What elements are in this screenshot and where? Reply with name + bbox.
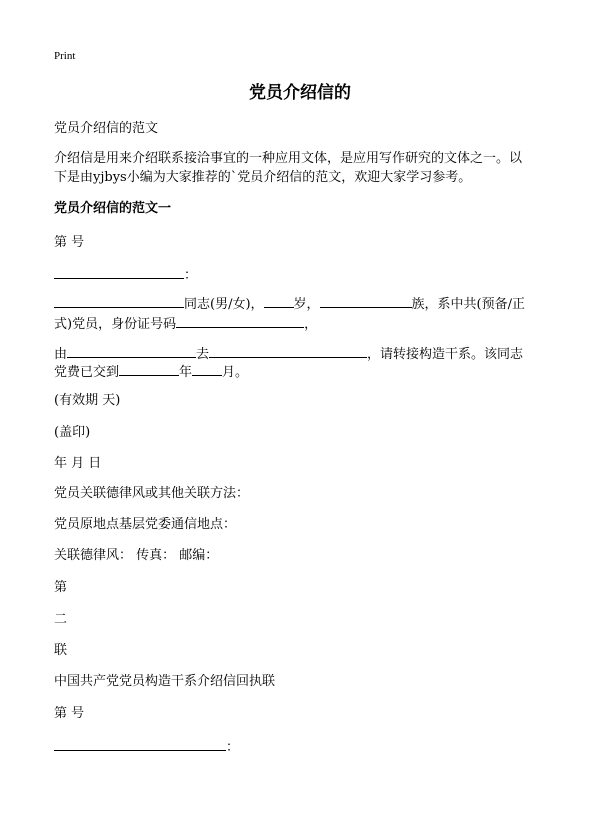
member-id-comma: ，: [304, 317, 318, 332]
from-label: 由: [54, 347, 68, 362]
date-text: 年 月 日: [54, 456, 102, 471]
addressee-line: [54, 265, 197, 284]
dues-month-blank: [192, 362, 222, 376]
name-blank: [54, 294, 184, 308]
seal-text: (盖印): [54, 425, 91, 440]
subtitle: 党员介绍信的范文: [54, 121, 159, 136]
receipt-number-label: 第 号: [54, 706, 85, 721]
ethnicity-blank: [320, 294, 412, 308]
lian-text: 联: [54, 643, 68, 658]
receipt-title: 中国共产党党员构造干系介绍信回执联: [54, 674, 276, 689]
receipt-addressee-line: [54, 737, 239, 756]
to-label: 去: [196, 347, 210, 362]
comrade-gender-text: 同志(男/女)，: [184, 297, 264, 312]
validity-text: (有效期 天): [54, 393, 121, 408]
intro-line-2: 下是由yjbys小编为大家推荐的`党员介绍信的范文，欢迎大家学习参考。: [54, 170, 472, 185]
transfer-line-1: [54, 344, 523, 363]
dues-paid-text: 党费已交到: [54, 365, 120, 380]
print-link[interactable]: Print: [54, 50, 76, 62]
year-label: 年: [179, 365, 193, 380]
id-number-blank: [176, 314, 304, 328]
contact-phone-text: 党员关联德律风或其他关联方法：: [54, 486, 250, 501]
dues-year-blank: [119, 362, 179, 376]
member-id-text: 式)党员，身份证号码: [54, 317, 177, 332]
addressee-colon: ：: [184, 268, 198, 283]
original-org-address-text: 党员原地点基层党委通信地点：: [54, 517, 237, 532]
age-text: 岁，: [293, 297, 320, 312]
section-heading: 党员介绍信的范文一: [54, 201, 172, 216]
contact-fax-post-text: 关联德律风： 传真： 邮编：: [54, 548, 219, 563]
to-org-blank: [209, 344, 367, 358]
transfer-text: ，请转接构造干系。该同志: [367, 347, 524, 362]
member-info-line-1: [54, 294, 525, 313]
transfer-line-2: [54, 362, 248, 381]
number-label: 第 号: [54, 235, 85, 250]
member-info-line-2: [54, 314, 317, 333]
document-title: 党员介绍信的: [249, 83, 351, 103]
month-label: 月。: [222, 365, 249, 380]
age-blank: [264, 294, 294, 308]
receipt-addressee-blank: [54, 737, 226, 751]
di-text: 第: [54, 580, 68, 595]
intro-line-1: 介绍信是用来介绍联系接洽事宜的一种应用文体，是应用写作研究的文体之一。以: [54, 151, 523, 166]
receipt-addressee-colon: ：: [226, 740, 240, 755]
from-org-blank: [67, 344, 196, 358]
ethnicity-party-text: 族，系中共(预备/正: [411, 297, 525, 312]
addressee-blank: [54, 265, 184, 279]
er-text: 二: [54, 612, 68, 627]
